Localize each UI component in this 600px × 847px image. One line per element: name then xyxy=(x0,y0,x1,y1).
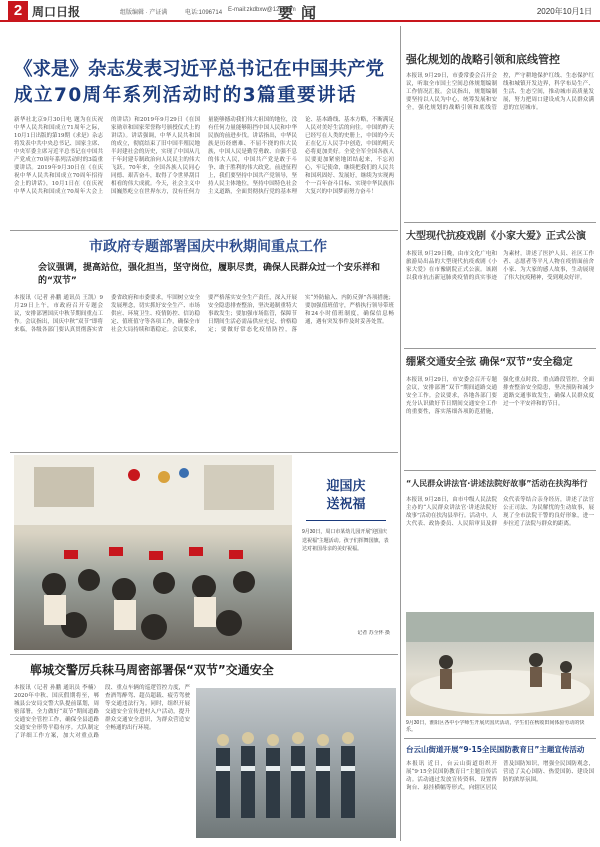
divider xyxy=(404,738,596,739)
divider xyxy=(404,222,596,223)
right-a4-headline: “人民群众讲法官·讲述法院好故事”活动在扶沟举行 xyxy=(406,479,588,488)
photo-story-caption: 9月30日，周口市某幼儿园开展“迎国庆 送祝福”主题活动。孩子们挥舞国旗，表达对祖国母亲的美好祝福。 xyxy=(302,529,389,552)
issue-date: 2020年10月1日 xyxy=(536,7,592,16)
title-underline xyxy=(306,520,386,521)
page-header xyxy=(0,0,600,22)
right-a4-body: 本报讯 9月28日，由市中级人民法院主办的“人民群众讲法官·讲述法院好故事”活动在扶沟县举行。活动中，人大代表、政协委员、人民陪审员及群众代表等结合亲身经历，讲述了法官公正司法、为民解忧的生动故事，展现了全市法院干警的良好形象，进一步拉近了法院与群众的距离。 xyxy=(406,497,594,527)
page-number: 2 xyxy=(8,1,28,21)
right-a5-body: 本报讯 近日，台云山街道组织开展“9·15全民国防教育日”主题宣传活动。活动通过发放宣传资料、设置咨询台、悬挂横幅等形式，向辖区居民普及国防知识，增强全民国防观念，营造了关心国防、热爱国防、建设国防的浓厚氛围。 xyxy=(406,761,594,791)
harvest-photo-caption: 9月30日，淮阳区各中小学师生开展庆国庆活动，学生们在秋收田间体验劳动的快乐。 xyxy=(406,720,585,733)
harvest-illustration xyxy=(406,612,594,716)
right-a1-body: 本报讯 9月29日，市委常委会召开会议，听取全市国土空间总体规划编制工作情况汇报。会议指出，规划编制要坚持以人民为中心，统筹发展和安全，强化规划的战略引领和底线管控，严守耕地保护红线、生态保护红线和城镇开发边界，科学布局生产、生活、生态空间，推动城市高质量发展，努力把周口建设成为人民群众满意的宜居城市。 xyxy=(406,73,594,111)
divider xyxy=(10,230,398,231)
photo-byline: 记者 苏全怀 摄 xyxy=(357,630,390,636)
photo-story-title-2: 送祝福 xyxy=(326,497,366,512)
phone: 电话:1096714 xyxy=(185,10,223,16)
divider xyxy=(10,654,398,655)
photo-story-title-1: 迎国庆 xyxy=(326,479,366,494)
right-a5-headline: 台云山街道开展“9·15全民国防教育日”主题宣传活动 xyxy=(406,745,585,754)
right-a2-body: 本报讯 9月29日晚，由市文化广电和旅游局出品的大型现代抗疫戏剧《小家大爱》在市豫剧院正式公演。该剧以我市抗击新冠肺炎疫情的真实事迹为素材，讲述了医护人员、社区工作者、志愿者等平凡人物在疫情面前舍小家、为大家的感人故事，生动展现了伟大抗疫精神，受到观众好评。 xyxy=(406,251,594,281)
traffic-body: 本报讯（记者 孙鹏 通讯员 李楠）2020年中秋、国庆假期将至，郸城县公安局交警大队提前谋划，周密部署，全力做好“双节”期间道路交通安全管控工作，确保全县道路交通安全形势平稳有序。大队制定了详细工作方案，加大对重点路段、重点车辆的巡逻管控力度，严查酒驾醉驾、超员超载、疲劳驾驶等交通违法行为。同时，组织开展交通安全宣传进村入户活动，提升群众交通安全意识，为群众营造安全畅通的出行环境。 xyxy=(14,685,190,739)
traffic-illustration xyxy=(196,688,396,838)
traffic-headline: 郸城交警厉兵秣马周密部署保“双节”交通安全 xyxy=(30,663,274,677)
column-divider xyxy=(400,26,401,841)
divider xyxy=(404,470,596,471)
harvest-photo xyxy=(406,612,594,716)
right-a3-body: 本报讯 9月29日，市安委会召开专题会议，安排部署“双节”期间道路交通安全工作。会议要求，各地各部门要充分认识做好节日期间交通安全工作的重要性，落实落细各项防范措施，强化重点时段、重点路段管控，全面排查整治安全隐患，坚决预防和减少道路交通事故发生，确保人民群众度过一个平安祥和的节日。 xyxy=(406,377,594,415)
divider xyxy=(10,452,398,453)
section-title: 要闻 xyxy=(278,4,325,22)
lead-headline-1: 《求是》杂志发表习近平总书记在中国共产党 xyxy=(14,59,385,80)
lead-body: 新华社北京9月30日电 题为在庆祝中华人民共和国成立71周年之际，10月1日出版的第19期《求是》杂志将发表中共中央总书记、国家主席、中央军委主席习近平总书记在中国共产党成立70周年系列活动时的3篇重要讲话。2019年9月30日在《在庆祝中华人民共和国成立70周年招待会上的讲话》，10月1日在《在庆祝中华人民共和国成立70周年大会上的讲话》和2019年9月29日《在国家勋章和国家荣誉称号颁授仪式上的讲话》。讲话强调，中华人民共和国的成立，彻底结束了旧中国半殖民地半封建社会的历史，实现了中国从几千年封建专制政治向人民民主的伟大飞跃。70年来，全国各族人民同心同德、艰苦奋斗，取得了令世界刮目相看的伟大成就。今天，社会主义中国巍然屹立在世界东方，没有任何力量能够撼动我们伟大祖国的地位，没有任何力量能够阻挡中国人民和中华民族的前进步伐。讲话指出，中华民族是历经磨难、不屈不挠的伟大民族，中国人民是勤劳勇敢、自强不息的伟大人民，中国共产党是敢于斗争、敢于胜利的伟大政党。前进征程上，我们要坚持中国共产党领导，坚持人民主体地位，坚持中国特色社会主义道路，全面贯彻执行党的基本理论、基本路线、基本方略，不断满足人民对美好生活的向往。中国的昨天已经写在人类的史册上，中国的今天正在亿万人民手中创造，中国的明天必将更加美好。全党全军全国各族人民要更加紧密地团结起来，不忘初心，牢记使命，继续把我们的人民共和国巩固好、发展好，继续为实现两个一百年奋斗目标、实现中华民族伟大复兴的中国梦而努力奋斗！ xyxy=(14,117,394,195)
divider xyxy=(404,348,596,349)
kindergarten-photo xyxy=(14,455,292,650)
photo-illustration xyxy=(14,455,292,650)
right-a3-headline: 绷紧交通安全弦 确保“双节”安全稳定 xyxy=(406,357,573,368)
lead-headline-2: 成立70周年系列活动时的3篇重要讲话 xyxy=(14,85,358,106)
traffic-police-photo xyxy=(196,688,396,838)
email: E-mail:zkdbxw@126.com xyxy=(228,7,296,13)
policy-body: 本报讯（记者 孙鹏 通讯员 王凯）9月29日上午，市政府召开专题会议，安排部署国庆中秋节期间重点工作。会议指出，国庆中秋“双节”即将来临，各级各部门要认真贯彻落实省委省政府和市委要求，牢固树立安全发展理念，切实抓好安全生产、市场供应、环境卫生、疫情防控、信访稳定、值班值守等各项工作，确保全市社会大局持续和谐稳定。会议要求，要严格落实安全生产责任，深入开展安全隐患排查整治，坚决遏制重特大事故发生；要加强市场监管，保障节日期间生活必需品供应充足、价格稳定；要做好常态化疫情防控，落实“外防输入、内防反弹”各项措施；要加强值班值守，严格执行领导带班和24小时值班制度，确保信息畅通，遇有突发事件及时妥善处置。 xyxy=(14,295,394,333)
paper-name: 周口日报 xyxy=(32,5,81,19)
edit-info: 组版编辑 · 产证满 xyxy=(120,10,168,16)
policy-subhead: 会议强调，提高站位，强化担当，坚守岗位，履职尽责，确保人民群众过一个安乐祥和的“双节” xyxy=(38,263,381,286)
right-a2-headline: 大型现代抗疫戏剧《小家大爱》正式公演 xyxy=(406,231,586,242)
right-a1-headline: 强化规划的战略引领和底线管控 xyxy=(406,53,560,66)
policy-headline: 市政府专题部署国庆中秋期间重点工作 xyxy=(89,239,327,255)
